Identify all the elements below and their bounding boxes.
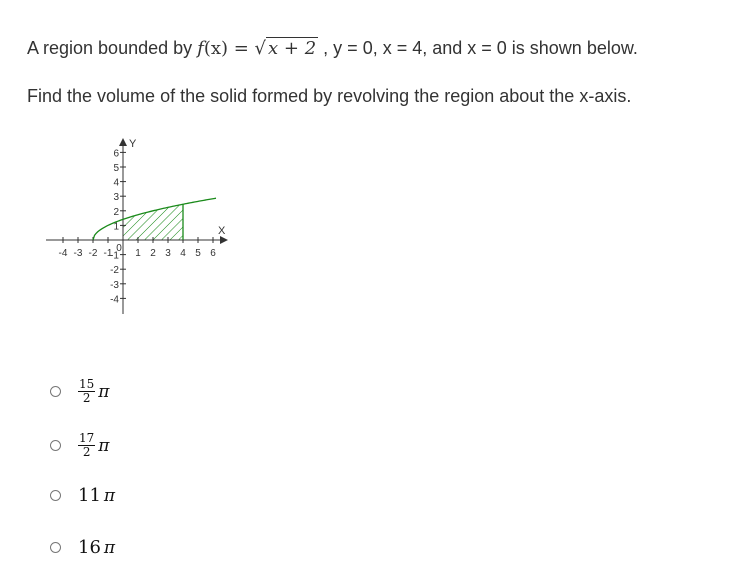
question-line-1 — [27, 38, 638, 59]
y-tick-label: 6 — [113, 148, 119, 160]
choice-3-answer — [78, 485, 115, 506]
x-tick-label: -2 — [88, 248, 98, 259]
x-tick-label: 4 — [180, 248, 186, 259]
pi-symbol: π — [103, 485, 116, 506]
answer-value: 11 — [78, 485, 101, 506]
sqrt-sign: √ — [254, 38, 267, 59]
shaded-region — [123, 204, 183, 240]
y-tick-label: -4 — [110, 294, 119, 306]
numerator: 17 — [79, 431, 95, 445]
choice-1-radio[interactable] — [50, 386, 61, 397]
x-tick-label: 5 — [195, 248, 201, 259]
y-tick-label: 4 — [113, 177, 119, 189]
pi-symbol: π — [103, 537, 116, 558]
y-tick-label: 5 — [113, 163, 119, 174]
x-tick-label: -3 — [73, 248, 83, 259]
choice-3-radio[interactable] — [50, 490, 61, 501]
y-tick-label: -2 — [110, 265, 119, 277]
graph-layer — [46, 138, 228, 314]
choice-1[interactable] — [50, 378, 109, 405]
choice-1-answer — [78, 378, 109, 405]
choice-2-answer — [78, 432, 109, 459]
x-tick-label: 2 — [150, 248, 156, 259]
x-tick-label: 1 — [135, 248, 141, 259]
question-prefix: A region bounded by — [27, 38, 198, 58]
x-tick-label: 3 — [165, 248, 171, 259]
fraction — [78, 432, 95, 459]
denominator: 2 — [82, 391, 91, 405]
x-tick-label: -4 — [58, 248, 68, 259]
fraction — [78, 378, 95, 405]
x-tick-label: -1 — [103, 248, 113, 259]
choice-2-radio[interactable] — [50, 440, 61, 451]
pi-symbol: π — [98, 435, 110, 456]
region-graph — [40, 132, 240, 322]
pi-symbol: π — [98, 381, 110, 402]
choice-4-answer — [78, 537, 115, 558]
numerator: 15 — [79, 377, 95, 391]
y-tick-label: -3 — [110, 279, 119, 291]
x-axis-label: X — [218, 225, 226, 237]
choice-2[interactable] — [50, 432, 109, 459]
y-axis-arrow — [119, 138, 127, 146]
x-axis-arrow — [220, 236, 228, 244]
question-suffix: , y = 0, x = 4, and x = 0 is shown below. — [318, 38, 638, 58]
sqrt-argument: x + 2 — [268, 38, 317, 59]
y-tick-label: 3 — [113, 192, 119, 204]
x-tick-label: 6 — [210, 248, 216, 259]
choice-4[interactable] — [50, 537, 115, 558]
denominator: 2 — [82, 445, 91, 459]
function-expression — [197, 37, 318, 59]
y-axis-label: Y — [129, 138, 137, 150]
function-name: f — [197, 38, 204, 59]
answer-value: 16 — [78, 537, 101, 558]
question-line-2: Find the volume of the solid formed by revolving the region about the x-axis. — [27, 86, 632, 106]
y-tick-label: -1 — [110, 250, 119, 262]
function-variable: (x) = — [203, 38, 255, 59]
y-tick-label: 2 — [113, 206, 119, 218]
origin-label: 0 — [116, 243, 122, 254]
y-tick-label: 1 — [113, 221, 119, 233]
choice-4-radio[interactable] — [50, 542, 61, 553]
choice-3[interactable] — [50, 485, 115, 506]
